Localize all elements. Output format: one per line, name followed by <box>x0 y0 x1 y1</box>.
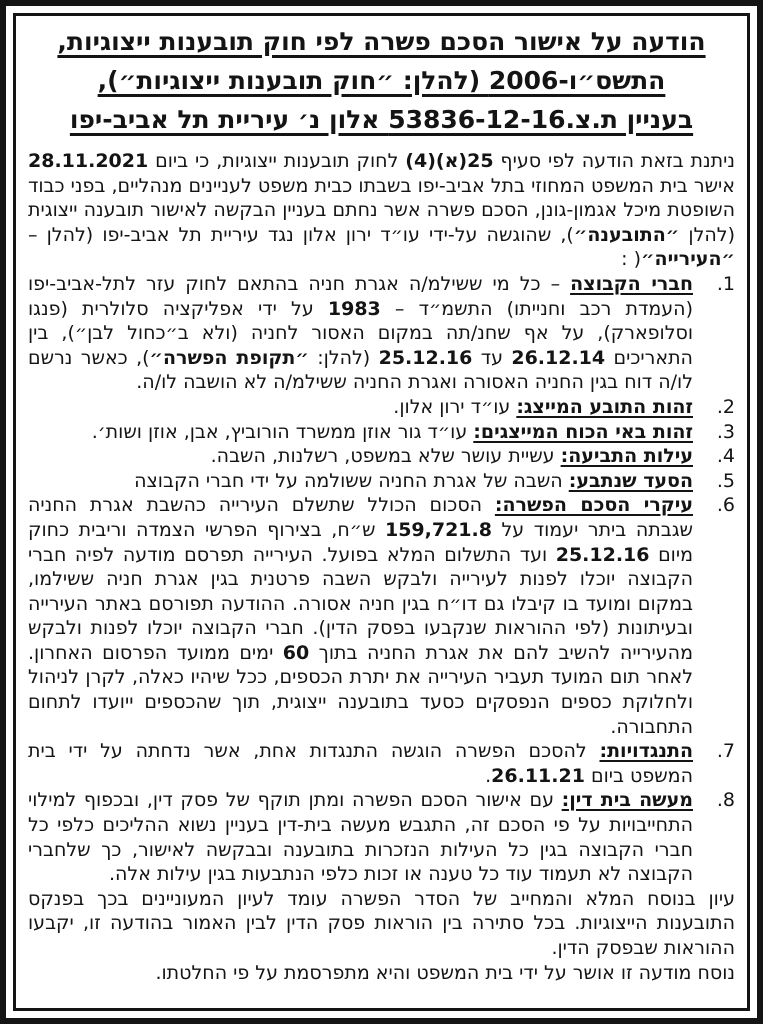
list-item-4 <box>28 444 735 469</box>
item-number: 2. <box>716 395 735 418</box>
list-item-6 <box>28 493 735 739</box>
title-line-2: התשס״ו-2006 (להלן: ״חוק תובענות ייצוגיות״), <box>97 66 666 95</box>
text-segment: 1983 <box>327 297 381 320</box>
item-number: 4. <box>716 445 735 468</box>
text-segment: זהות התובע המייצג: <box>516 395 693 418</box>
text-segment: עם אישור הסכם הפשרה ומתן תוקף של פסק דין, ובכפוף למילוי התחייבויות על פי הסכם זה, התגבש מעשה בית-דין בעניין נשוא ההליכים כלפי כל חברי הקבוצה בגין כל העילות הנזכרות בתובענה ובבקשה לאישור, כך שלחברי הקבוצה לא תעמוד עוד כל טענה או זכות כלפי הנתבעות בגין עילות אלה. <box>28 789 693 886</box>
text-segment: 159,721.8 <box>384 518 492 541</box>
text-segment: 26.11.21 <box>491 764 585 787</box>
closing-paragraph-2 <box>28 961 735 986</box>
text-segment: התנגדויות: <box>599 740 693 763</box>
item-text <box>28 788 699 886</box>
title-row-2 <box>28 63 735 102</box>
text-segment: 28.11.2021 <box>28 150 149 172</box>
item-text <box>28 469 699 494</box>
intro-paragraph <box>28 149 735 272</box>
list-item-5 <box>28 469 735 494</box>
text-segment: נוסח מודעה זו אושר על ידי בית המשפט והיא מתפרסמת על פי החלטתו. <box>155 961 735 984</box>
text-segment: . <box>485 764 492 787</box>
item-number: 8. <box>716 789 735 812</box>
item-number: 6. <box>716 494 735 517</box>
text-segment: חברי הקבוצה <box>570 272 693 295</box>
text-segment: 26.12.14 <box>511 346 606 369</box>
text-segment: השבה של אגרת החניה ששולמה על ידי חברי הקבוצה <box>134 469 569 492</box>
items-list <box>28 272 735 887</box>
text-segment: 25.12.16 <box>378 346 473 369</box>
text-segment: להסכם הפשרה הוגשה התנגדות אחת, אשר נדחתה על ידי בית המשפט ביום <box>28 740 693 787</box>
item-text <box>28 420 699 445</box>
item-number: 3. <box>716 420 735 443</box>
text-segment: עד <box>472 346 512 369</box>
item-text <box>28 739 699 788</box>
text-segment: (להלן: <box>308 346 379 369</box>
text-segment: 60 <box>282 641 310 664</box>
title-line-3: בעניין ת.צ.53836-12-16 אלון נ׳ עיריית תל אביב-יפו <box>69 105 694 134</box>
notice-title <box>28 24 735 141</box>
item-number: 7. <box>716 740 735 763</box>
text-segment: עשיית עושר שלא במשפט, רשלנות, השבה. <box>210 445 561 468</box>
text-segment: ועד התשלום המלא בפועל. העירייה תפרסם מודעה לפיה חברי הקבוצה יוכלו לפנות לעירייה ולבקש השבה פרטנית בגין אגרת חניה ששילמו, במקום ומועד בו קיבלו גם דו״ח בגין חניה אסורה. ההודעה תפורסם באתר העירייה ובעיתונות (לפי ההוראות שנקבעו בפסק הדין). חברי הקבוצה יוכלו לפנות ולבקש מהעירייה להשיב להם את אגרת החניה בתוך <box>28 543 693 664</box>
text-segment: ניתנת בזאת הודעה לפי סעיף <box>493 150 735 172</box>
closing-paragraph-1 <box>28 887 735 961</box>
text-segment: עיון בנוסח המלא והמחייב של הסדר הפשרה עומד לעיון המעוניינים בכך בפנקס התובענות הייצוגיות. בכל סתירה בין הוראות פסק הדין לבין האמור בהודעה זו, יקבעו ההוראות שבפסק הדין. <box>28 887 735 959</box>
text-segment: ), כאשר נרשם לו/ה דוח בגין החניה האסורה ואגרת החניה ששילמ/ה לא הושבה לו/ה. <box>28 346 693 394</box>
list-item-1 <box>28 272 735 395</box>
text-segment: עיקרי הסכם הפשרה: <box>494 494 694 517</box>
item-text <box>28 493 699 739</box>
text-segment: ״העירייה״ <box>641 248 735 271</box>
text-segment: עו״ד ירון אלון. <box>393 395 517 418</box>
notice-inner-frame <box>13 13 750 1011</box>
item-text <box>28 444 699 469</box>
text-segment: אישר בית המשפט המחוזי בתל אביב-יפו בשבתו כבית משפט לעניינים מנהליים, בפני כבוד השופטת מיכל אגמון-גונן, הסכם פשרה אשר נחתם בעניין הבקשה לאישור תובענה ייצוגית (להלן <box>28 174 736 246</box>
list-item-8 <box>28 788 735 886</box>
text-segment: הסעד שנתבע: <box>568 469 693 492</box>
list-item-7 <box>28 739 735 788</box>
text-segment: ״התובענה״ <box>573 223 680 246</box>
title-row-1 <box>28 24 735 63</box>
title-row-3 <box>28 102 735 141</box>
text-segment: עו״ד גור אוזן ממשרד הורוביץ, אבן, אוזן ושות׳. <box>91 420 474 443</box>
item-number: 1. <box>716 272 735 295</box>
text-segment: 25(א)(4) <box>405 150 494 172</box>
text-segment: ), שהוגשה על-ידי עו״ד ירון אלון נגד עיריית תל אביב-יפו (להלן – <box>28 223 574 246</box>
text-segment: ימים ממועד הפרסום האחרון. לאחר תום המועד תעביר העירייה את יתרת הכספים, ככל שיהיו כאלה, לקרן לניהול ולחלוקת כספים הנפסקים כסעד בתובענה ייצוגית, תוך שהכספים ייועדו לתחום התחבורה. <box>28 641 693 738</box>
text-segment: זהות באי הכוח המייצגים: <box>473 420 693 443</box>
text-segment: – כל מי ששילמ/ה אגרת חניה בהתאם לחוק עזר לתל-אביב-יפו (העמדת רכב וחנייתו) התשמ״ד – <box>28 272 693 320</box>
text-segment: ש״ח, בצירוף הפרשי הצמדה וריבית כחוק מיום <box>28 518 694 566</box>
text-segment: ( : <box>621 248 642 271</box>
text-segment: עילות התביעה: <box>560 445 693 468</box>
text-segment: על ידי אפליקציה סלולרית (פנגו וסלופארק), על אף שחנ/תה במקום האסור לחניה (ולא ב״כחול לבן״), בין התאריכים <box>28 297 693 369</box>
text-segment: מעשה בית דין: <box>561 789 693 812</box>
item-number: 5. <box>716 469 735 492</box>
text-segment: לחוק תובענות ייצוגיות, כי ביום <box>148 150 406 172</box>
title-line-1: הודעה על אישור הסכם פשרה לפי חוק תובענות ייצוגיות, <box>57 27 706 56</box>
text-segment: 25.12.16 <box>555 543 650 566</box>
list-item-3 <box>28 420 735 445</box>
item-text <box>28 395 699 420</box>
text-segment: הסכום הכולל שתשלם העירייה כהשבת אגרת החניה שגבתה ביתר יעמוד על <box>28 494 693 541</box>
list-item-2 <box>28 395 735 420</box>
text-segment: ״תקופת הפשרה״ <box>149 346 309 369</box>
item-text <box>28 272 699 395</box>
